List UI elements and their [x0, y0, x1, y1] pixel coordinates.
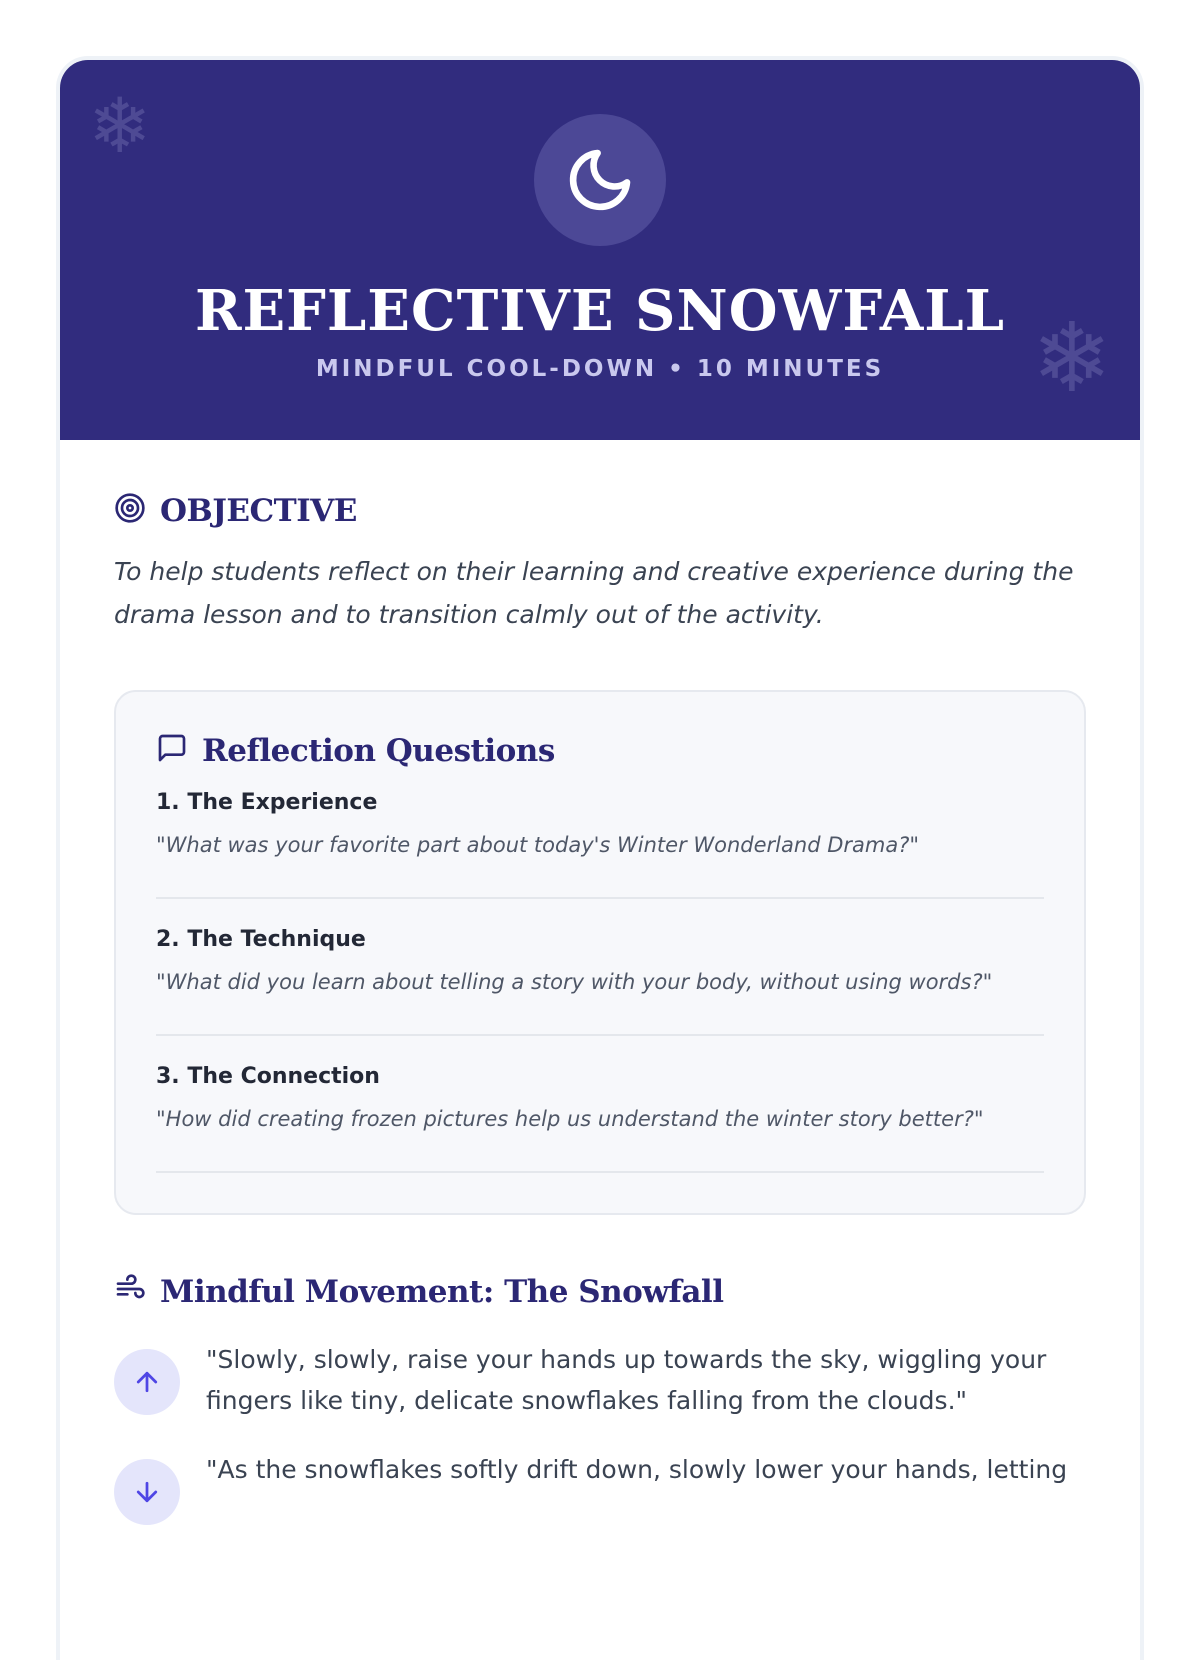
speech-bubble-icon: [156, 732, 188, 770]
main-content: [60, 440, 1140, 1525]
wind-icon: [114, 1273, 146, 1311]
movement-heading-label: Mindful Movement: The Snowfall: [160, 1274, 724, 1310]
page-subtitle: MINDFUL COOL-DOWN • 10 MINUTES: [315, 356, 885, 382]
question-item: [156, 1036, 1044, 1173]
question-text: "What was your favorite part about today's Winter Wonderland Drama?": [156, 833, 920, 857]
arrow-down-icon: [114, 1459, 180, 1525]
question-text: "How did creating frozen pictures help us understand the winter story better?": [156, 1107, 984, 1131]
reflection-heading-label: Reflection Questions: [202, 733, 555, 769]
reflection-heading: [156, 732, 1044, 770]
header-banner: [60, 60, 1140, 440]
objective-text: To help students reflect on their learning and creative experience during the drama lesson and to transition calmly out of the activity.: [114, 557, 1074, 629]
movement-step-text: "As the snowflakes softly drift down, slowly lower your hands, letting: [206, 1455, 1068, 1484]
moon-icon: [534, 114, 666, 246]
arrow-up-icon: [114, 1349, 180, 1415]
target-icon: [114, 492, 146, 530]
objective-heading-label: OBJECTIVE: [160, 493, 357, 529]
question-text: "What did you learn about telling a story with your body, without using words?": [156, 970, 993, 994]
lesson-card: [60, 60, 1140, 1660]
objective-heading: [114, 492, 1086, 530]
question-title: 2. The Technique: [156, 927, 366, 952]
movement-step: [114, 1449, 1086, 1525]
question-title: 3. The Connection: [156, 1064, 380, 1089]
movement-heading: [114, 1273, 1086, 1311]
movement-step: [114, 1339, 1086, 1421]
mindful-movement-section: [114, 1273, 1086, 1525]
snowflake-icon: ❄: [88, 81, 152, 170]
snowflake-icon: ❄: [1031, 302, 1112, 414]
question-item: [156, 770, 1044, 899]
page-title: REFLECTIVE SNOWFALL: [194, 278, 1006, 344]
reflection-questions-panel: [114, 690, 1086, 1215]
movement-step-text: "Slowly, slowly, raise your hands up towards the sky, wiggling your fingers like tiny, delicate snowflakes falling from the clouds.": [206, 1345, 1047, 1415]
question-title: 1. The Experience: [156, 790, 378, 815]
question-item: [156, 899, 1044, 1036]
